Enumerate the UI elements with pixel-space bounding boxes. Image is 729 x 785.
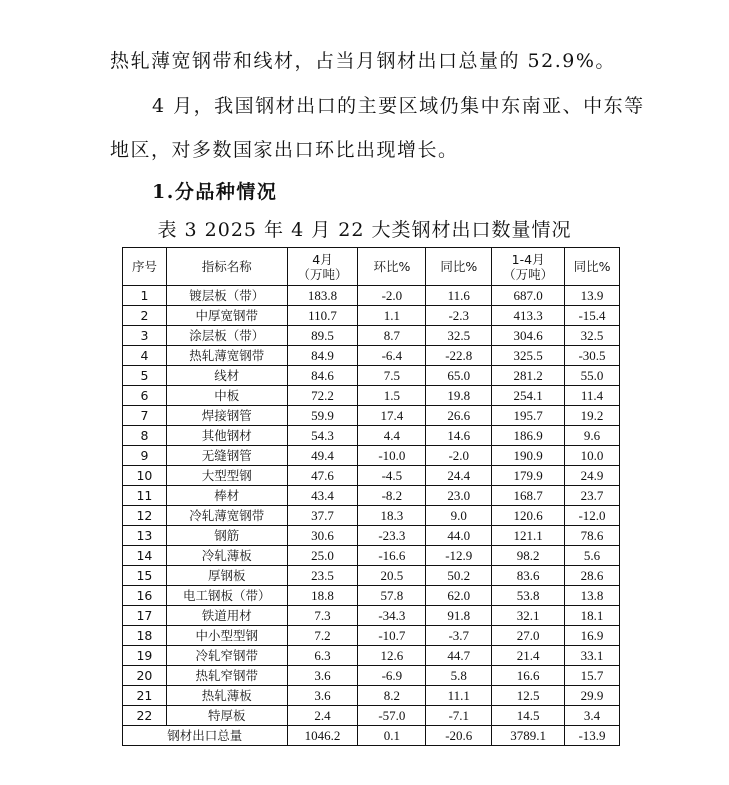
cell-yoy: -3.7 — [426, 626, 492, 646]
cell-seq: 18 — [123, 626, 167, 646]
cell-name: 冷轧薄宽钢带 — [166, 506, 287, 526]
header-april-unit: （万吨） — [297, 266, 348, 282]
cell-yoy: 44.0 — [426, 526, 492, 546]
cell-ytd: 53.8 — [492, 586, 565, 606]
cell-apr: 47.6 — [287, 466, 358, 486]
total-apr: 1046.2 — [287, 726, 358, 746]
cell-ytd-yoy: 15.7 — [565, 666, 620, 686]
cell-seq: 21 — [123, 686, 167, 706]
cell-seq: 7 — [123, 406, 167, 426]
header-seq: 序号 — [123, 248, 167, 286]
table-row — [123, 586, 620, 606]
header-mom: 环比% — [358, 248, 426, 286]
table-row — [123, 706, 620, 726]
cell-name: 冷轧薄板 — [166, 546, 287, 566]
cell-ytd: 254.1 — [492, 386, 565, 406]
cell-apr: 37.7 — [287, 506, 358, 526]
cell-mom: -6.4 — [358, 346, 426, 366]
table-total-row — [123, 726, 620, 746]
cell-ytd-yoy: 9.6 — [565, 426, 620, 446]
cell-name: 热轧窄钢带 — [166, 666, 287, 686]
cell-apr: 2.4 — [287, 706, 358, 726]
cell-mom: -2.0 — [358, 286, 426, 306]
cell-name: 铁道用材 — [166, 606, 287, 626]
cell-ytd: 179.9 — [492, 466, 565, 486]
cell-yoy: 91.8 — [426, 606, 492, 626]
cell-ytd-yoy: 18.1 — [565, 606, 620, 626]
cell-yoy: 14.6 — [426, 426, 492, 446]
cell-name: 冷轧窄钢带 — [166, 646, 287, 666]
cell-seq: 8 — [123, 426, 167, 446]
cell-ytd-yoy: 11.4 — [565, 386, 620, 406]
cell-yoy: -22.8 — [426, 346, 492, 366]
header-april — [287, 248, 358, 286]
cell-apr: 84.9 — [287, 346, 358, 366]
cell-apr: 84.6 — [287, 366, 358, 386]
cell-yoy: 65.0 — [426, 366, 492, 386]
cell-name: 镀层板（带） — [166, 286, 287, 306]
header-april-month: 4月 — [312, 251, 333, 267]
cell-yoy: -2.0 — [426, 446, 492, 466]
table-row — [123, 606, 620, 626]
table-row — [123, 406, 620, 426]
cell-mom: -6.9 — [358, 666, 426, 686]
cell-yoy: 19.8 — [426, 386, 492, 406]
cell-ytd: 281.2 — [492, 366, 565, 386]
cell-mom: 7.5 — [358, 366, 426, 386]
cell-apr: 6.3 — [287, 646, 358, 666]
cell-apr: 54.3 — [287, 426, 358, 446]
cell-name: 涂层板（带） — [166, 326, 287, 346]
cell-seq: 22 — [123, 706, 167, 726]
cell-apr: 7.3 — [287, 606, 358, 626]
cell-yoy: 5.8 — [426, 666, 492, 686]
cell-ytd-yoy: 24.9 — [565, 466, 620, 486]
cell-apr: 72.2 — [287, 386, 358, 406]
steel-export-table — [122, 247, 620, 746]
cell-seq: 2 — [123, 306, 167, 326]
cell-mom: 17.4 — [358, 406, 426, 426]
cell-ytd-yoy: 10.0 — [565, 446, 620, 466]
cell-name: 电工钢板（带） — [166, 586, 287, 606]
cell-mom: -10.7 — [358, 626, 426, 646]
cell-seq: 14 — [123, 546, 167, 566]
cell-apr: 3.6 — [287, 666, 358, 686]
cell-apr: 18.8 — [287, 586, 358, 606]
table-row — [123, 466, 620, 486]
cell-ytd-yoy: 32.5 — [565, 326, 620, 346]
cell-ytd-yoy: 78.6 — [565, 526, 620, 546]
cell-yoy: 50.2 — [426, 566, 492, 586]
cell-apr: 183.8 — [287, 286, 358, 306]
cell-apr: 49.4 — [287, 446, 358, 466]
cell-seq: 6 — [123, 386, 167, 406]
cell-ytd-yoy: 19.2 — [565, 406, 620, 426]
cell-mom: -23.3 — [358, 526, 426, 546]
cell-mom: -8.2 — [358, 486, 426, 506]
table-row — [123, 346, 620, 366]
cell-ytd-yoy: -30.5 — [565, 346, 620, 366]
cell-mom: -34.3 — [358, 606, 426, 626]
cell-ytd: 32.1 — [492, 606, 565, 626]
cell-seq: 13 — [123, 526, 167, 546]
cell-mom: 12.6 — [358, 646, 426, 666]
cell-yoy: -7.1 — [426, 706, 492, 726]
cell-name: 其他钢材 — [166, 426, 287, 446]
cell-mom: 1.1 — [358, 306, 426, 326]
table-row — [123, 486, 620, 506]
cell-yoy: 62.0 — [426, 586, 492, 606]
table-row — [123, 306, 620, 326]
table-row — [123, 526, 620, 546]
cell-apr: 30.6 — [287, 526, 358, 546]
cell-ytd-yoy: 55.0 — [565, 366, 620, 386]
cell-ytd-yoy: 13.9 — [565, 286, 620, 306]
cell-seq: 9 — [123, 446, 167, 466]
cell-apr: 43.4 — [287, 486, 358, 506]
cell-name: 线材 — [166, 366, 287, 386]
header-yoy: 同比% — [426, 248, 492, 286]
cell-mom: -4.5 — [358, 466, 426, 486]
cell-ytd: 27.0 — [492, 626, 565, 646]
cell-seq: 20 — [123, 666, 167, 686]
cell-yoy: -12.9 — [426, 546, 492, 566]
cell-name: 中厚宽钢带 — [166, 306, 287, 326]
cell-mom: 4.4 — [358, 426, 426, 446]
cell-seq: 5 — [123, 366, 167, 386]
cell-ytd: 168.7 — [492, 486, 565, 506]
cell-name: 热轧薄宽钢带 — [166, 346, 287, 366]
cell-ytd: 14.5 — [492, 706, 565, 726]
cell-ytd: 186.9 — [492, 426, 565, 446]
cell-ytd: 195.7 — [492, 406, 565, 426]
cell-seq: 4 — [123, 346, 167, 366]
cell-mom: 20.5 — [358, 566, 426, 586]
cell-mom: 57.8 — [358, 586, 426, 606]
cell-seq: 10 — [123, 466, 167, 486]
cell-name: 无缝钢管 — [166, 446, 287, 466]
cell-ytd-yoy: -15.4 — [565, 306, 620, 326]
cell-name: 棒材 — [166, 486, 287, 506]
cell-mom: 1.5 — [358, 386, 426, 406]
table-row — [123, 666, 620, 686]
cell-mom: 8.2 — [358, 686, 426, 706]
header-ytd-period: 1-4月 — [511, 251, 545, 267]
cell-ytd-yoy: 5.6 — [565, 546, 620, 566]
cell-apr: 3.6 — [287, 686, 358, 706]
cell-ytd-yoy: 3.4 — [565, 706, 620, 726]
cell-ytd: 16.6 — [492, 666, 565, 686]
cell-name: 中板 — [166, 386, 287, 406]
paragraph-text: 4 月，我国钢材出口的主要区域仍集中东南亚、中东等 — [152, 95, 645, 117]
cell-ytd-yoy: 28.6 — [565, 566, 620, 586]
cell-name: 热轧薄板 — [166, 686, 287, 706]
table-row — [123, 546, 620, 566]
cell-ytd-yoy: 33.1 — [565, 646, 620, 666]
header-ytd-unit: （万吨） — [503, 266, 554, 282]
cell-apr: 110.7 — [287, 306, 358, 326]
cell-mom: -10.0 — [358, 446, 426, 466]
cell-mom: -16.6 — [358, 546, 426, 566]
total-ytd: 3789.1 — [492, 726, 565, 746]
cell-mom: 8.7 — [358, 326, 426, 346]
cell-ytd: 325.5 — [492, 346, 565, 366]
cell-ytd-yoy: 29.9 — [565, 686, 620, 706]
cell-apr: 89.5 — [287, 326, 358, 346]
cell-yoy: 9.0 — [426, 506, 492, 526]
cell-name: 中小型型钢 — [166, 626, 287, 646]
cell-seq: 1 — [123, 286, 167, 306]
table-row — [123, 446, 620, 466]
cell-yoy: -2.3 — [426, 306, 492, 326]
cell-seq: 16 — [123, 586, 167, 606]
paragraph-text: 地区，对多数国家出口环比出现增长。 — [110, 139, 459, 161]
table-row — [123, 506, 620, 526]
cell-seq: 3 — [123, 326, 167, 346]
cell-apr: 59.9 — [287, 406, 358, 426]
cell-ytd-yoy: 16.9 — [565, 626, 620, 646]
cell-ytd: 120.6 — [492, 506, 565, 526]
cell-apr: 7.2 — [287, 626, 358, 646]
cell-seq: 17 — [123, 606, 167, 626]
cell-ytd: 304.6 — [492, 326, 565, 346]
table-row — [123, 326, 620, 346]
header-ytd — [492, 248, 565, 286]
table-row — [123, 686, 620, 706]
cell-mom: 18.3 — [358, 506, 426, 526]
cell-apr: 25.0 — [287, 546, 358, 566]
table-row — [123, 386, 620, 406]
cell-name: 厚钢板 — [166, 566, 287, 586]
cell-seq: 12 — [123, 506, 167, 526]
total-mom: 0.1 — [358, 726, 426, 746]
cell-yoy: 11.1 — [426, 686, 492, 706]
header-name: 指标名称 — [166, 248, 287, 286]
cell-name: 大型型钢 — [166, 466, 287, 486]
cell-name: 钢筋 — [166, 526, 287, 546]
cell-yoy: 24.4 — [426, 466, 492, 486]
total-name: 钢材出口总量 — [123, 726, 288, 746]
table-row — [123, 286, 620, 306]
cell-ytd-yoy: 23.7 — [565, 486, 620, 506]
cell-yoy: 23.0 — [426, 486, 492, 506]
cell-apr: 23.5 — [287, 566, 358, 586]
cell-ytd: 21.4 — [492, 646, 565, 666]
cell-ytd: 98.2 — [492, 546, 565, 566]
cell-ytd: 413.3 — [492, 306, 565, 326]
total-ytd-yoy: -13.9 — [565, 726, 620, 746]
cell-seq: 11 — [123, 486, 167, 506]
total-yoy: -20.6 — [426, 726, 492, 746]
cell-ytd-yoy: 13.8 — [565, 586, 620, 606]
cell-name: 特厚板 — [166, 706, 287, 726]
section-heading: 1.分品种情况 — [152, 181, 278, 203]
cell-yoy: 26.6 — [426, 406, 492, 426]
header-ytd-yoy: 同比% — [565, 248, 620, 286]
table-row — [123, 646, 620, 666]
table-row — [123, 626, 620, 646]
cell-seq: 15 — [123, 566, 167, 586]
table-row — [123, 566, 620, 586]
cell-ytd: 12.5 — [492, 686, 565, 706]
cell-ytd: 687.0 — [492, 286, 565, 306]
cell-ytd: 83.6 — [492, 566, 565, 586]
cell-ytd-yoy: -12.0 — [565, 506, 620, 526]
cell-ytd: 121.1 — [492, 526, 565, 546]
cell-mom: -57.0 — [358, 706, 426, 726]
cell-ytd: 190.9 — [492, 446, 565, 466]
cell-yoy: 32.5 — [426, 326, 492, 346]
cell-yoy: 44.7 — [426, 646, 492, 666]
cell-seq: 19 — [123, 646, 167, 666]
table-row — [123, 426, 620, 446]
cell-yoy: 11.6 — [426, 286, 492, 306]
table-header-row — [123, 248, 620, 286]
cell-name: 焊接钢管 — [166, 406, 287, 426]
table-caption: 表 3 2025 年 4 月 22 大类钢材出口数量情况 — [157, 219, 572, 241]
table-row — [123, 366, 620, 386]
paragraph-text: 热轧薄宽钢带和线材，占当月钢材出口总量的 52.9%。 — [110, 50, 616, 72]
